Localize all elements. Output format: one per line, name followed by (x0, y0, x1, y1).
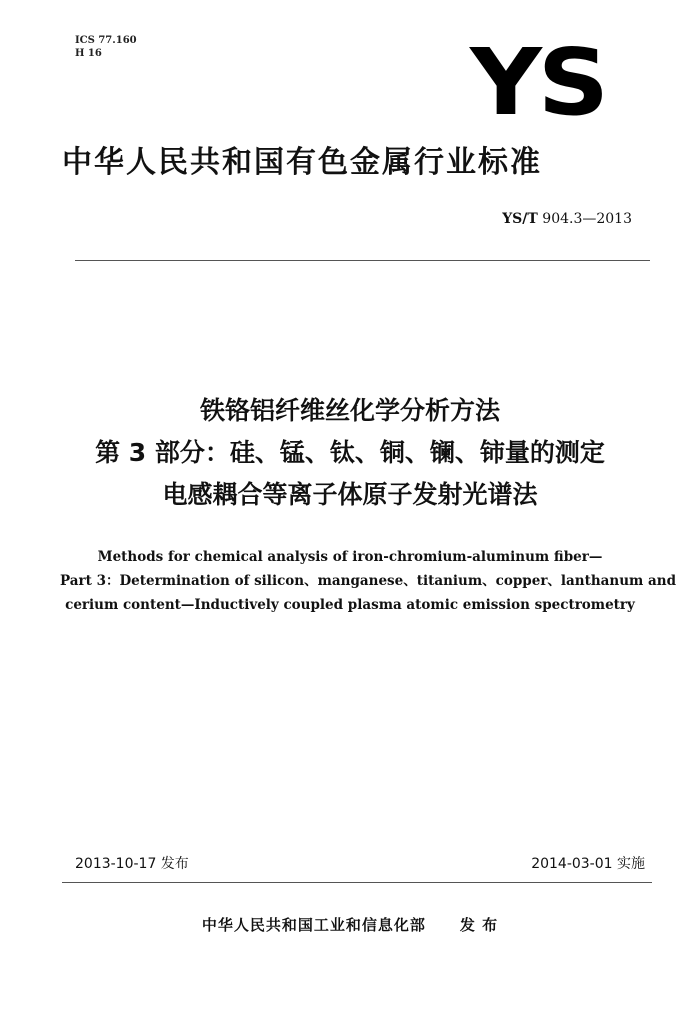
classification-codes (75, 34, 137, 60)
ys-logo: YS (470, 29, 605, 136)
english-title (60, 545, 677, 617)
standard-prefix: YS/T (502, 211, 538, 227)
bottom-divider (62, 882, 652, 883)
chinese-title-line-2: 第 3 部分：硅、锰、钛、铜、镧、铈量的测定 (95, 438, 605, 467)
standard-code: 904.3—2013 (542, 211, 632, 227)
ics-code: ICS 77.160 (75, 35, 137, 46)
publisher-name: 中华人民共和国工业和信息化部 (201, 916, 426, 934)
chinese-title (40, 390, 660, 516)
english-title-line-2: Part 3：Determination of silicon、manganese、titanium、copper、lanthanum and (60, 573, 677, 589)
ccs-code: H 16 (75, 48, 102, 59)
english-title-line-1: Methods for chemical analysis of iron-chromium-aluminum fiber— (97, 549, 603, 565)
top-divider (75, 260, 650, 261)
publisher-line (0, 915, 700, 935)
organization-title: 中华人民共和国有色金属行业标准 (62, 145, 542, 180)
issue-date: 2013-10-17 发布 (75, 856, 189, 872)
chinese-title-line-1: 铁铬铝纤维丝化学分析方法 (199, 396, 500, 425)
publisher-action: 发 布 (459, 916, 499, 934)
chinese-title-line-3: 电感耦合等离子体原子发射光谱法 (162, 480, 538, 509)
english-title-line-3: cerium content—Inductively coupled plasma atomic emission spectrometry (65, 597, 635, 613)
standard-number (502, 210, 632, 228)
implementation-date: 2014-03-01 实施 (531, 856, 645, 872)
